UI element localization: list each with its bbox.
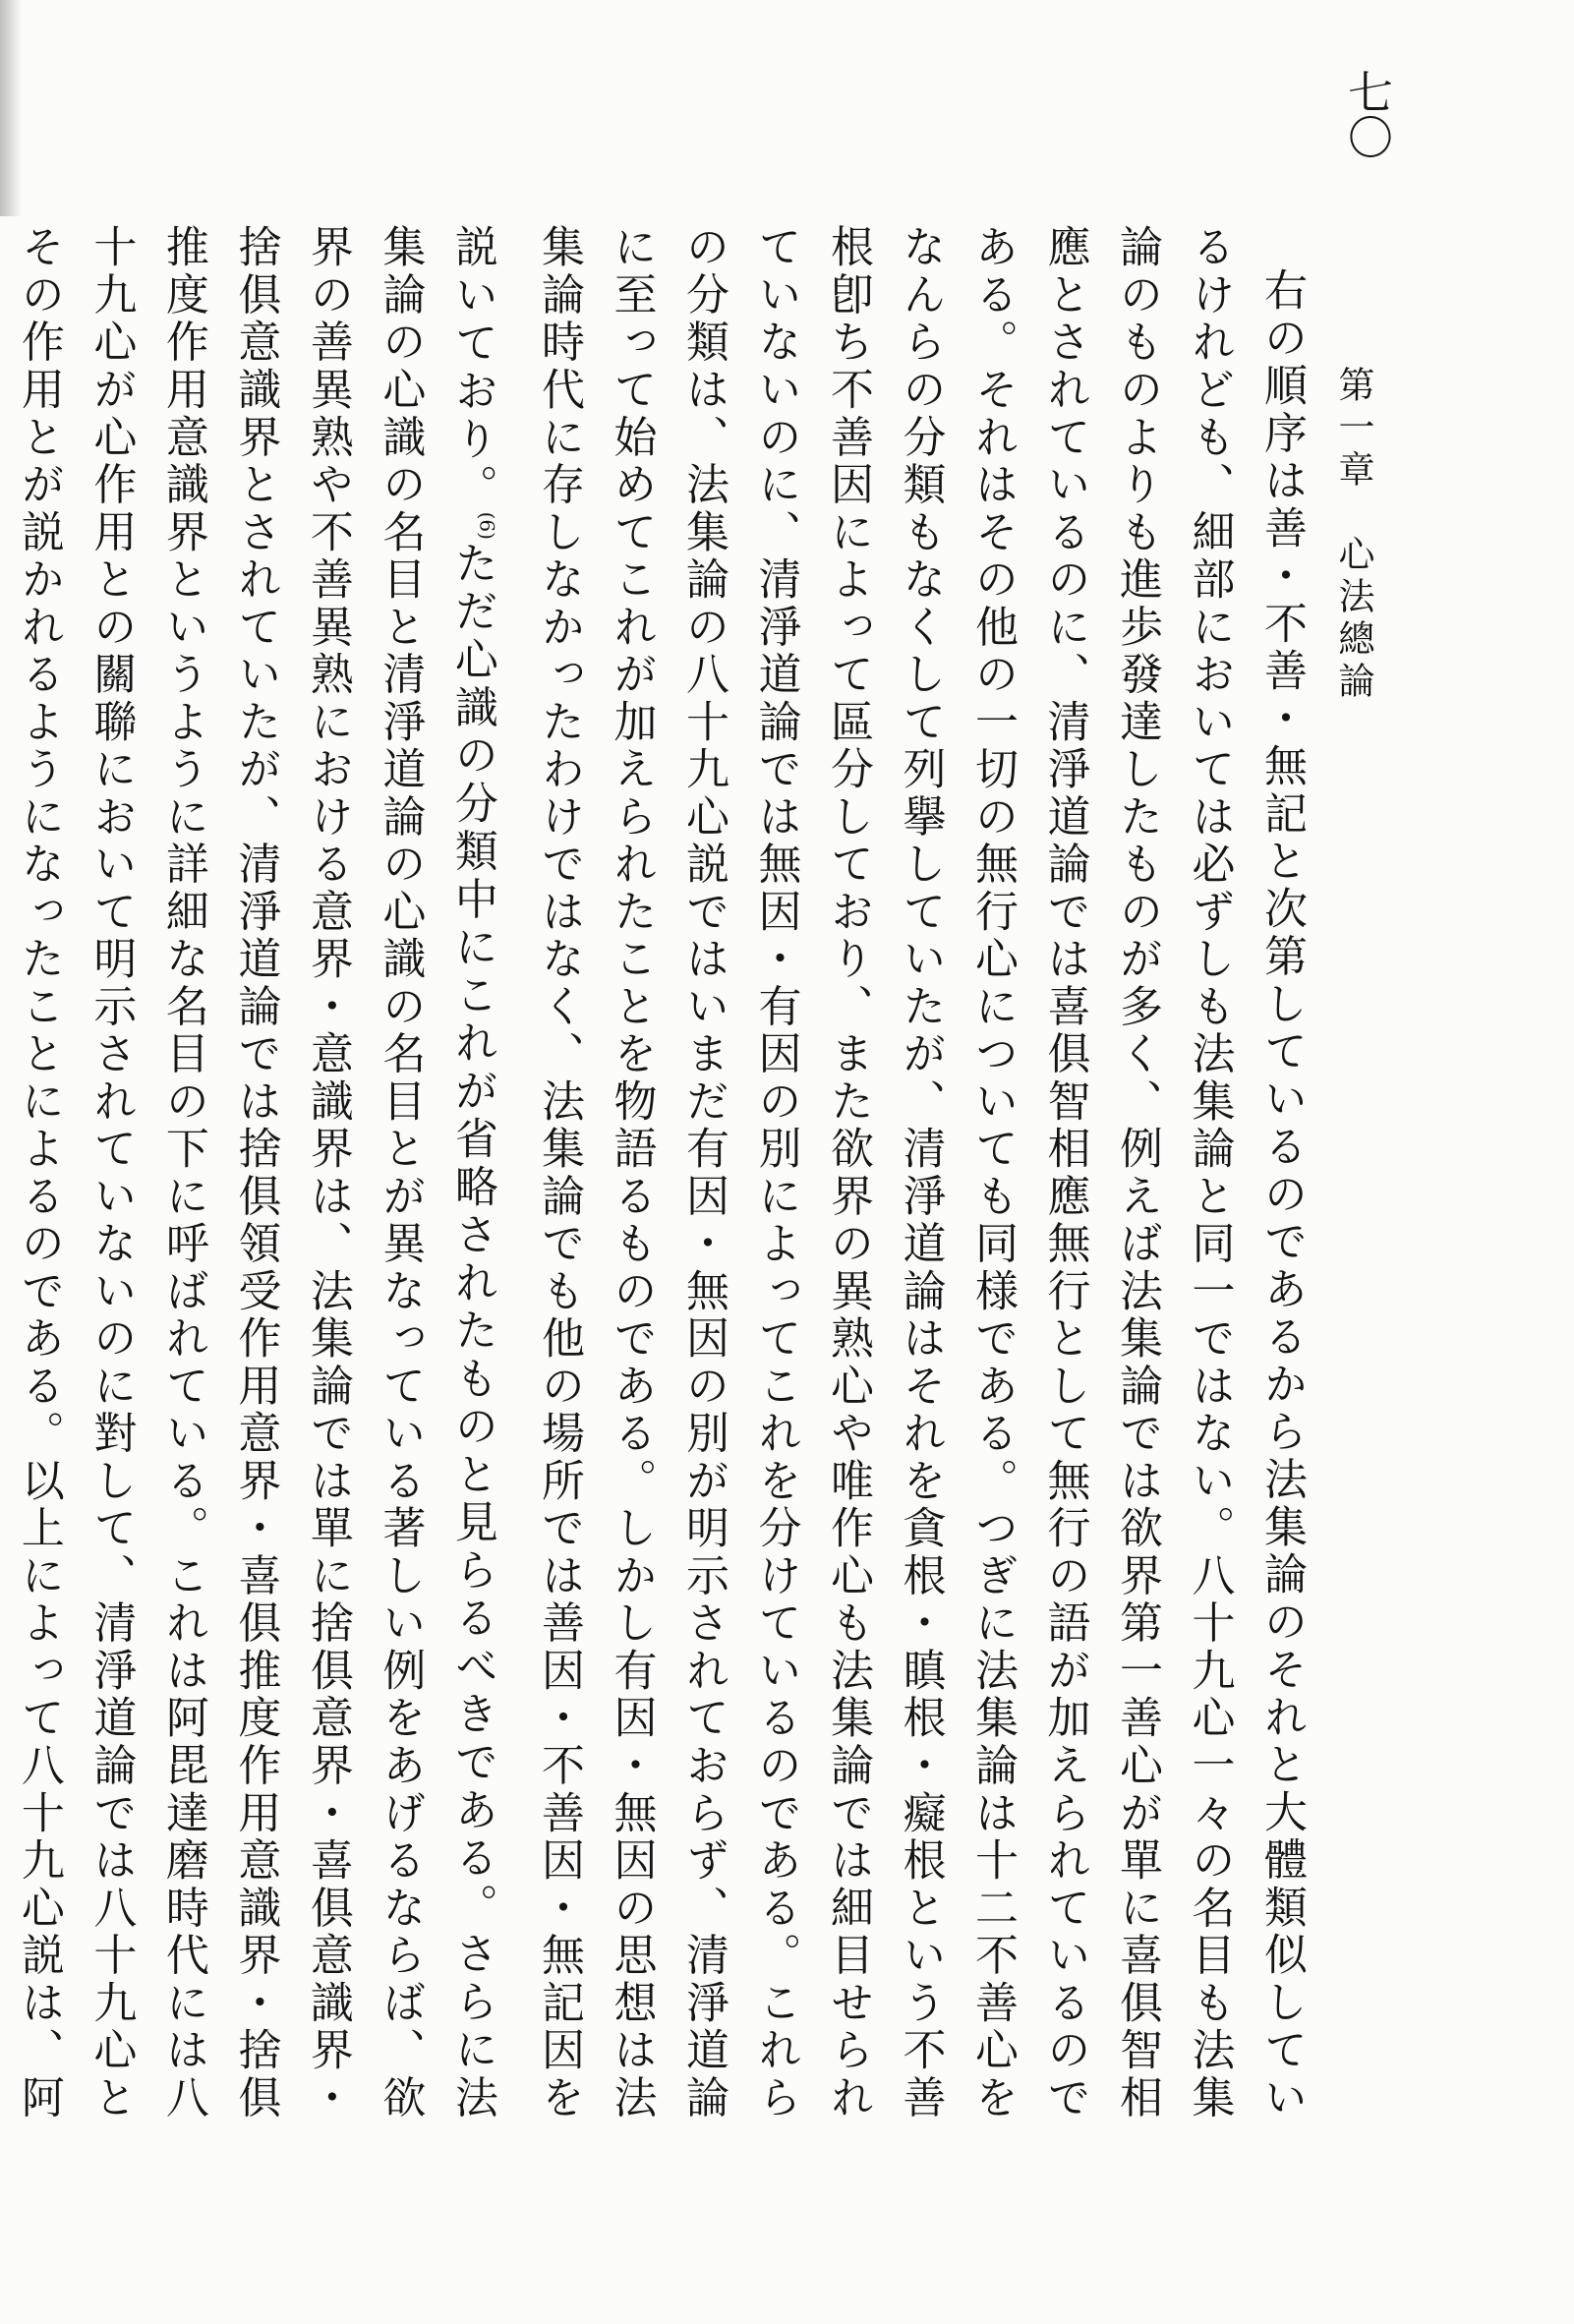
scan-edge-shadow <box>0 0 22 216</box>
body-text <box>13 224 1317 2121</box>
page-number: 七〇 <box>1341 69 1394 159</box>
footnote-marker: (6) <box>475 511 499 540</box>
paragraph-1 <box>0 224 1317 2121</box>
running-head: 第一章 心法總論 <box>1332 366 1374 704</box>
paragraph-1-text-a: 右の順序は善・不善・無記と次第しているのであるから法集論のそれと大體類似しているけれども、細部においては必ずしも法集論と同一ではない。八十九心一々の名目も法集論のものよりも進歩發達したものが多く、例えば法集論では欲界第一善心が單に喜俱智相應とされているのに、清淨道論では喜俱智相應無行として無行の語が加えられているのである。それはその他の一切の無行心についても同様である。つぎに法集論は十二不善心をなんらの分類もなくして列擧していたが、清淨道論はそれを貪根・瞋根・癡根という不善根卽ち不善因によって區分しており、また欲界の異熟心や唯作心も法集論では細目せられていないのに、清淨道論では無因・有因の別によってこれを分けているのである。これらの分類は、法集論の八十九心説ではいまだ有因・無因の別が明示されておらず、清淨道論に至って始めてこれが加えられたことを物語るものである。しかし有因・無因の思想は法集論時代に存しなかったわけではなく、法集論でも他の場所では善因・不善因・無記因を説いており。 <box>446 224 1307 2121</box>
paragraph-1-text-b: ただ心識の分類中にこれが省略されたものと見らるべきである。さらに法集論の心識の名目と清淨道論の心識の名目とが異なっている著しい例をあげるならば、欲界の善異熟や不善異熟における意界・意識界は、法集論では單に捨俱意界・喜俱意識界・捨俱意識界とされていたが、清淨道論では捨俱領受作用意界・喜俱推度作用意識界・捨俱推度作用意識界というように詳細な名目の下に呼ばれている。これは阿毘達磨時代には八十九心が心作用との關聯において明示されていないのに對して、清淨道論では八十九心とその作用とが説かれるようになったことによるのである。以上によって八十九心説は、阿 <box>13 224 497 2121</box>
